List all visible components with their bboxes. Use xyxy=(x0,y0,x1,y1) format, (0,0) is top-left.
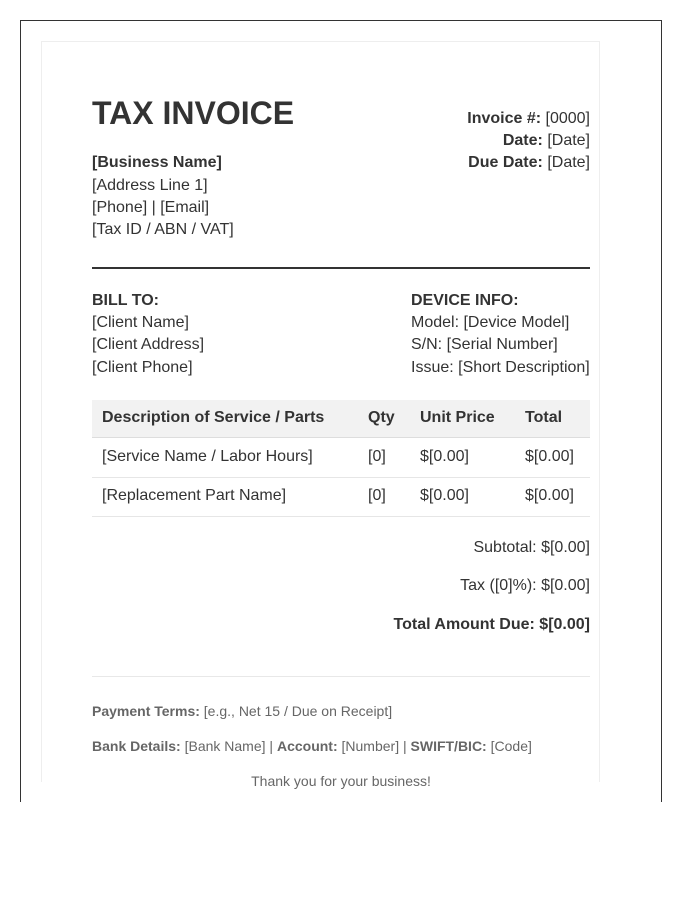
column-header-total: Total xyxy=(525,409,563,426)
column-header-unit-price: Unit Price xyxy=(420,409,495,426)
payment-terms-label: Payment Terms: xyxy=(92,703,200,719)
row-unit-price: $[0.00] xyxy=(420,487,469,504)
row-qty: [0] xyxy=(368,448,386,465)
swift-value: [Code] xyxy=(490,738,532,754)
account-value: [Number] xyxy=(341,738,400,754)
invoice-date xyxy=(503,130,590,153)
device-info-heading: DEVICE INFO: xyxy=(411,292,519,309)
tax-line: Tax ([0]%): $[0.00] xyxy=(460,577,590,594)
invoice-due-date-label: Due Date: xyxy=(468,154,543,171)
row-total: $[0.00] xyxy=(525,448,574,465)
subtotal: Subtotal: $[0.00] xyxy=(473,539,590,556)
separator: | xyxy=(269,738,274,754)
separator: | xyxy=(402,738,407,754)
invoice-number xyxy=(467,108,590,131)
device-serial: S/N: [Serial Number] xyxy=(411,336,558,353)
header-divider xyxy=(92,267,590,269)
column-header-qty: Qty xyxy=(368,409,395,426)
row-qty: [0] xyxy=(368,487,386,504)
device-issue: Issue: [Short Description] xyxy=(411,359,590,376)
business-address: [Address Line 1] xyxy=(92,177,208,194)
row-description: [Service Name / Labor Hours] xyxy=(102,448,313,465)
row-description: [Replacement Part Name] xyxy=(102,487,287,504)
bank-details-label: Bank Details: xyxy=(92,738,181,754)
business-tax-id: [Tax ID / ABN / VAT] xyxy=(92,221,234,238)
column-header-description: Description of Service / Parts xyxy=(102,409,325,426)
invoice-title: TAX INVOICE xyxy=(92,95,295,131)
business-contact: [Phone] | [Email] xyxy=(92,199,210,216)
invoice-number-label: Invoice #: xyxy=(467,110,542,127)
invoice-due-date xyxy=(468,152,590,175)
bill-to-heading: BILL TO: xyxy=(92,292,159,309)
bank-details xyxy=(92,738,532,754)
swift-label: SWIFT/BIC: xyxy=(410,738,487,754)
bank-name-value: [Bank Name] xyxy=(184,738,266,754)
row-total: $[0.00] xyxy=(525,487,574,504)
invoice-due-date-value: [Date] xyxy=(547,154,590,171)
payment-terms xyxy=(92,703,392,719)
thank-you-note: Thank you for your business! xyxy=(251,773,431,789)
client-name: [Client Name] xyxy=(92,314,189,331)
row-unit-price: $[0.00] xyxy=(420,448,469,465)
payment-terms-value: [e.g., Net 15 / Due on Receipt] xyxy=(203,703,393,719)
device-model: Model: [Device Model] xyxy=(411,314,570,331)
account-label: Account: xyxy=(276,738,338,754)
invoice-number-value: [0000] xyxy=(545,110,590,127)
business-name: [Business Name] xyxy=(92,154,222,171)
footer-divider xyxy=(92,676,590,677)
invoice-date-value: [Date] xyxy=(547,132,590,149)
row-divider xyxy=(92,477,590,478)
row-divider xyxy=(92,516,590,517)
client-address: [Client Address] xyxy=(92,336,205,353)
client-phone: [Client Phone] xyxy=(92,359,193,376)
total-amount-due: Total Amount Due: $[0.00] xyxy=(393,616,590,633)
invoice-date-label: Date: xyxy=(502,132,543,149)
